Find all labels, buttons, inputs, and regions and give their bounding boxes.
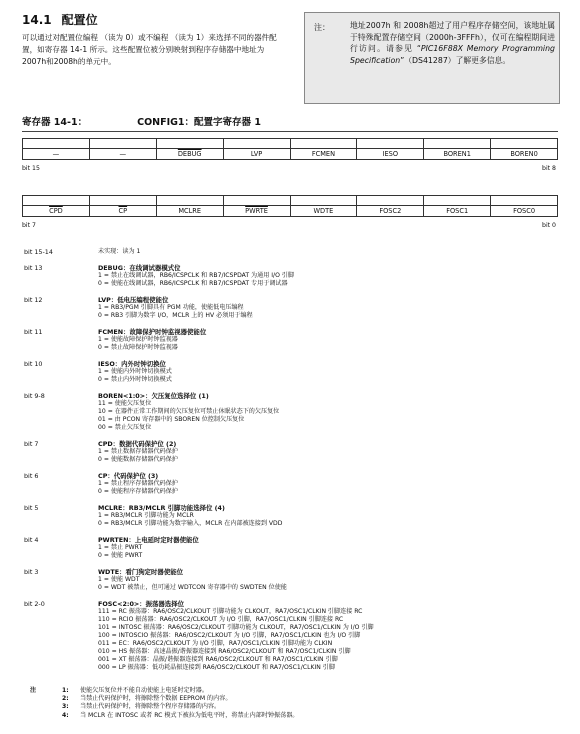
- access-row: [23, 139, 558, 149]
- bit-left: bit 15: [22, 165, 40, 172]
- bit-def-line: 000 = LP 振荡器：低功耗晶振连接到 RA6/OSC2/CLKOUT 和 RA7/OSC1/CLKIN 引脚: [98, 664, 335, 671]
- section-title: [22, 11, 98, 28]
- note-text-post: ”（DS41287）了解更多信息。: [400, 55, 511, 65]
- bit-names-row: [23, 206, 558, 217]
- bit-def-title: LVP：低电压编程使能位: [98, 296, 169, 304]
- bit-def-title: MCLRE：RB3/MCLR 引脚功能选择位 (4): [98, 504, 225, 512]
- bit-def-line: 1 = 使能故障保护时钟监视器: [98, 336, 178, 343]
- bit-left: bit 7: [22, 222, 36, 229]
- bit-def-title: CPD：数据代码保护位 (2): [98, 440, 177, 448]
- bit-def-title: CP：代码保护位 (3): [98, 472, 159, 480]
- bit-def-title: BOREN<1:0>：欠压复位选择位 (1): [98, 392, 209, 400]
- register-title: CONFIG1：配置字寄存器 1: [137, 117, 261, 128]
- bit-def-line: 0 = RB3 引脚为数字 I/O，MCLR 上的 HV 必须用于编程: [98, 312, 253, 319]
- bit-names-row: [23, 149, 558, 160]
- bit-cell: WDTE: [290, 206, 357, 217]
- footnote-text: 当禁止代码保护时，将擦除整个数据 EEPROM 的内容。: [80, 695, 232, 703]
- bit-def-line: 101 = INTOSC 振荡器：RA6/OSC2/CLKOUT 引脚功能为 CLKOUT，RA7/OSC1/CLKIN 为 I/O 引脚: [98, 624, 374, 631]
- caption-rule: [22, 131, 558, 132]
- bit-cell: —: [23, 149, 90, 160]
- bit-def-title: DEBUG：在线调试器模式位: [98, 264, 181, 272]
- bit-cell: —: [89, 149, 156, 160]
- bit-cell: DEBUG: [156, 149, 223, 160]
- bit-def-line: 1 = 禁止 PWRT: [98, 544, 143, 551]
- bit-right: bit 8: [542, 165, 556, 172]
- bit-def-line: 0 = 禁止故障保护时钟监视器: [98, 344, 178, 351]
- bit-def-line: 1 = 禁止在线调试器，RB6/ICSPCLK 和 RB7/ICSPDAT 为通用 I/O 引脚: [98, 272, 295, 279]
- note-doc-title: PIC16F88X Memory Programming Specification: [350, 44, 555, 65]
- notes-label: 注: [30, 687, 37, 694]
- bit-cell: PWRTE: [223, 206, 290, 217]
- section-heading: 配置位: [61, 13, 98, 27]
- bit-def-line: 0 = 使能程序存储器代码保护: [98, 488, 178, 495]
- footnote-num: 2:: [62, 695, 69, 703]
- bit-cell: FCMEN: [290, 149, 357, 160]
- bit-cell: $\overline{CP}$: [89, 206, 156, 217]
- note-text-pre: 地址2007h 和 2008h超过了用户程序存储空间，该地址属于特殊配置存储空间（2000h-3FFFh），仅可在编程期间进行访问。请参见 “: [350, 21, 555, 54]
- bit-def-line: 1 = 禁止程序存储器代码保护: [98, 480, 178, 487]
- bit-def-title: FOSC<2:0>：振荡器选择位: [98, 600, 184, 608]
- bit-cell: IESO: [357, 149, 424, 160]
- bit-range-high: [22, 165, 558, 172]
- bit-def-bit: bit 13: [24, 264, 43, 272]
- bit-def-title: IESO：内外时钟切换位: [98, 360, 166, 368]
- footnote: [62, 712, 562, 720]
- intro-paragraph: 可以通过对配置位编程 （读为 0）或不编程 （读为 1）来选择不同的器件配置，如寄存器 14-1 所示。这些配置位被分别映射到程序存储器中地址为2007h和2008h的单元中。: [22, 33, 277, 66]
- bit-def-line: 011 = EC：RA6/OSC2/CLKOUT 为 I/O 引脚，RA7/OSC1/CLKIN 引脚功能为 CLKIN: [98, 640, 333, 647]
- bit-def-line: 0 = 使能在线调试器，RB6/ICSPCLK 和 RB7/ICSPDAT 专用于调试器: [98, 280, 288, 287]
- bit-cell: BOREN1: [424, 149, 491, 160]
- bit-def-line: 110 = RCIO 振荡器：RA6/OSC2/CLKOUT 为 I/O 引脚，RA7/OSC1/CLKIN 引脚连接 RC: [98, 616, 344, 623]
- bit-def-line: 1 = RB3/PGM 引脚具有 PGM 功能，使能低电压编程: [98, 304, 244, 311]
- bit-def-line: 00 = 禁止欠压复位: [98, 424, 152, 431]
- footnote-num: 4:: [62, 711, 69, 719]
- bit-def-line: 1 = 使能内外时钟切换模式: [98, 368, 172, 375]
- bit-right: bit 0: [542, 222, 556, 229]
- bit-def-line: 0 = 禁止内外时钟切换模式: [98, 376, 172, 383]
- bit-def-line: 1 = 使能 WDT: [98, 576, 140, 583]
- bit-def-bit: bit 5: [24, 504, 39, 512]
- note-text: [350, 20, 555, 66]
- register-high-table: [22, 138, 558, 160]
- bit-range-low: [22, 222, 558, 229]
- bit-def-line: 0 = 使能数据存储器代码保护: [98, 456, 178, 463]
- bit-def-line: 01 = 由 PCON 寄存器中的 SBOREN 位控制欠压复位: [98, 416, 245, 423]
- bit-def-bit: bit 6: [24, 472, 39, 480]
- footnote-text: 当禁止代码保护时，将擦除整个程序存储器的内容。: [80, 703, 221, 711]
- bit-def-bit: bit 11: [24, 328, 43, 336]
- bit-def-line: 0 = WDT 被禁止，但可通过 WDTCON 寄存器中的 SWDTEN 位使能: [98, 584, 287, 591]
- bit-def-bit: bit 2-0: [24, 600, 45, 608]
- footnote-num: 1:: [62, 687, 69, 694]
- register-caption: [22, 114, 261, 128]
- bit-def-line: 111 = RC 振荡器：RA6/OSC2/CLKOUT 引脚功能为 CLKOUT，RA7/OSC1/CLKIN 引脚连接 RC: [98, 608, 363, 615]
- bit-def-title: FCMEN：故障保护时钟监视器使能位: [98, 328, 207, 336]
- bit-def-line: 0 = RB3/MCLR 引脚功能为数字输入，MCLR 在内部被连接到 VDD: [98, 520, 283, 527]
- bit-def-line: 1 = 禁止数据存储器代码保护: [98, 448, 178, 455]
- footnote: [62, 687, 562, 695]
- bit-def-bit: bit 7: [24, 440, 39, 448]
- bit-cell: BOREN0: [491, 149, 558, 160]
- bit-def-bit: bit 12: [24, 296, 43, 304]
- bit-cell: FOSC1: [424, 206, 491, 217]
- bit-def-title: WDTE：看门狗定时器使能位: [98, 568, 183, 576]
- bit-cell: FOSC0: [491, 206, 558, 217]
- note-label: 注：: [314, 23, 330, 32]
- bit-def-title: PWRTEN：上电延时定时器使能位: [98, 536, 199, 544]
- bit-def-line: 1 = RB3/MCLR 引脚功能为 MCLR: [98, 512, 194, 519]
- footnote-num: 3:: [62, 703, 69, 711]
- register-label: 寄存器 14-1：: [22, 117, 88, 128]
- footnote-text: 当 MCLR 在 INTOSC 或者 RC 模式下被拉为低电平时，将禁止内部时钟振荡器。: [80, 711, 299, 719]
- bit-cell: FOSC2: [357, 206, 424, 217]
- bit-def-line: 0 = 使能 PWRT: [98, 552, 143, 559]
- footnote: [62, 703, 562, 711]
- bit-def-line: 11 = 使能欠压复位: [98, 400, 152, 407]
- bit-def-line: 001 = XT 振荡器：晶振/谐振器连接到 RA6/OSC2/CLKOUT 和 RA7/OSC1/CLKIN 引脚: [98, 656, 338, 663]
- bit-cell: MCLRE: [156, 206, 223, 217]
- footnote-text: 使能欠压复位并不能自动使能上电延时定时器。: [80, 687, 208, 694]
- bit-cell: LVP: [223, 149, 290, 160]
- section-number: 14.1: [22, 13, 52, 27]
- bit-def-bit: bit 15-14: [24, 248, 53, 256]
- bit-cell: $\overline{CPD}$: [23, 206, 90, 217]
- bit-def-line: 10 = 在器件正常工作期间的欠压复位可禁止休眠状态下的欠压复位: [98, 408, 280, 415]
- bit-def-bit: bit 3: [24, 568, 39, 576]
- bit-def-bit: bit 9-8: [24, 392, 45, 400]
- access-row: [23, 196, 558, 206]
- bit-def-bit: bit 10: [24, 360, 43, 368]
- bit-def-line: 100 = INTOSCIO 振荡器：RA6/OSC2/CLKOUT 为 I/O 引脚，RA7/OSC1/CLKIN 也为 I/O 引脚: [98, 632, 361, 639]
- bit-def-line: 未实现：读为 1: [98, 248, 141, 255]
- bit-def-bit: bit 4: [24, 536, 39, 544]
- register-low-table: [22, 195, 558, 217]
- bit-def-line: 010 = HS 振荡器：高速晶振/谐振器连接到 RA6/OSC2/CLKOUT 和 RA7/OSC1/CLKIN 引脚: [98, 648, 351, 655]
